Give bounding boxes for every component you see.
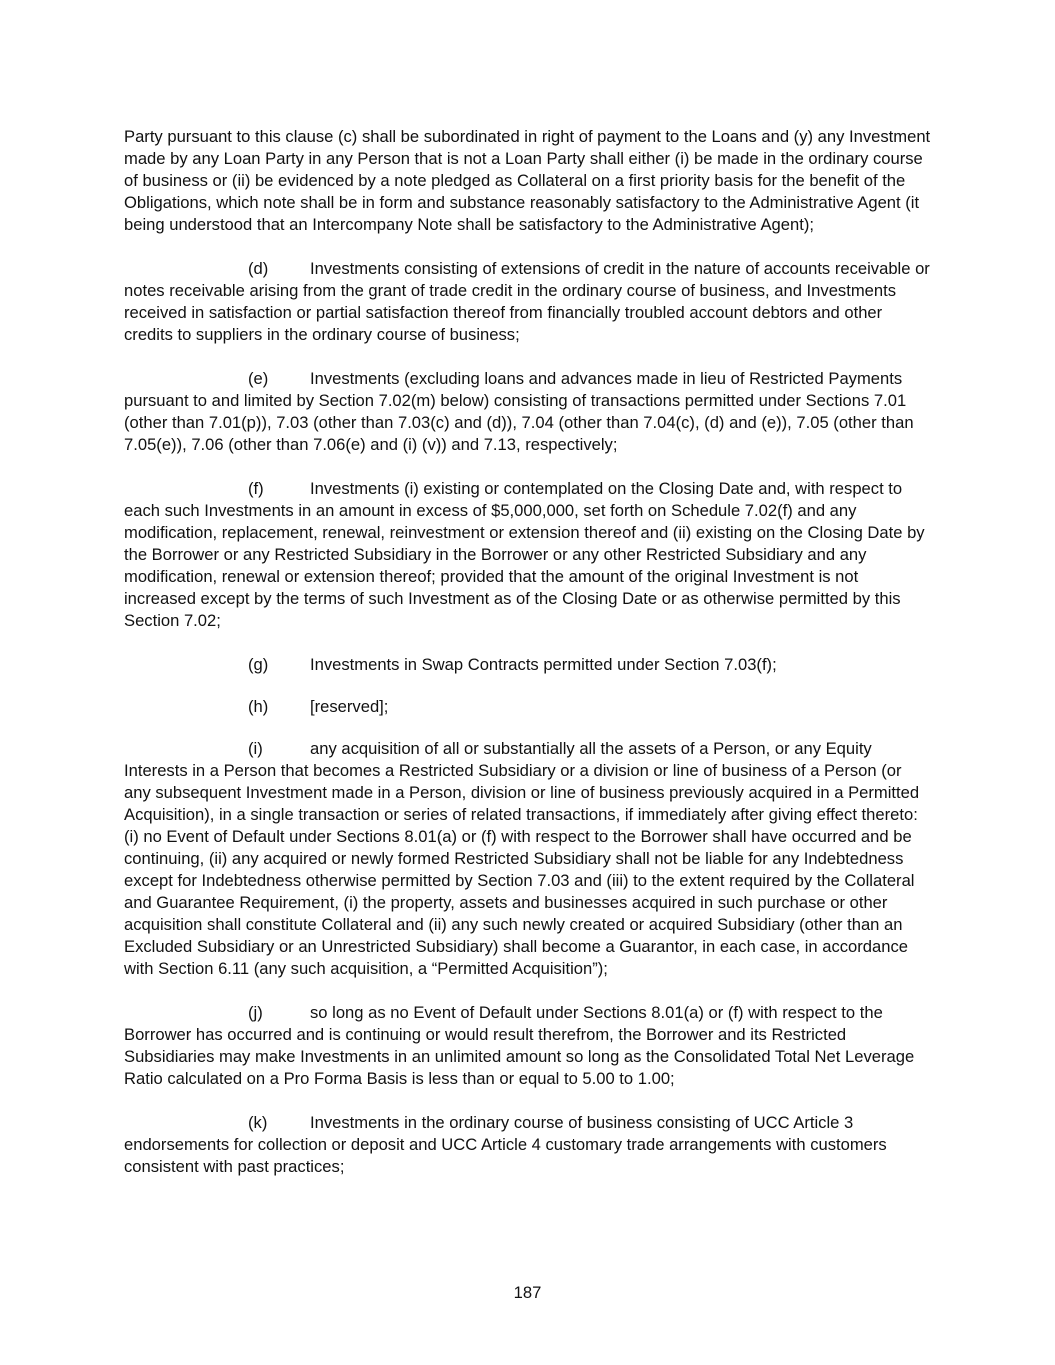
clause-label: (g): [248, 655, 269, 674]
clause-text: Investments consisting of extensions of credit in the nature of accounts receivable or notes receivable arising from the grant of trade credit in the ordinary course of business, and Investments received in satisfaction or partial satisfaction thereof from financially troubled account debtors and other credits to suppliers in the ordinary course of business;: [124, 259, 930, 344]
clause-k: [124, 1112, 932, 1178]
clause-e: [124, 368, 932, 456]
clause-d: [124, 258, 932, 346]
clause-text: Investments (excluding loans and advances made in lieu of Restricted Payments pursuant to and limited by Section 7.02(m) below) consisting of transactions permitted under Sections 7.01 (other than 7.01(p)), 7.03 (other than 7.03(c) and (d)), 7.04 (other than 7.04(c), (d) and (e)), 7.05 (other than 7.05(e)), 7.06 (other than 7.06(e) and (i) (v)) and 7.13, respectively;: [124, 369, 914, 454]
clause-text: Investments (i) existing or contemplated on the Closing Date and, with respect to each such Investments in an amount in excess of $5,000,000, set forth on Schedule 7.02(f) and any modification, replacement, renewal, reinvestment or extension thereof and (ii) existing on the Closing Date by the Borrower or any Restricted Subsidiary in the Borrower or any other Restricted Subsidiary and any modification, renewal or extension thereof; provided that the amount of the original Investment is not increased except by the terms of such Investment as of the Closing Date or as otherwise permitted by this Section 7.02;: [124, 479, 925, 630]
clause-label: (i): [248, 739, 263, 758]
clause-label: (f): [248, 479, 264, 498]
clause-label: (e): [248, 369, 269, 388]
clause-h: [124, 696, 932, 718]
clause-i: [124, 738, 932, 980]
clause-text: so long as no Event of Default under Sections 8.01(a) or (f) with respect to the Borrower has occurred and is continuing or would result therefrom, the Borrower and its Restricted Subsidiaries may make Investments in an unlimited amount so long as the Consolidated Total Net Leverage Ratio calculated on a Pro Forma Basis is less than or equal to 5.00 to 1.00;: [124, 1003, 915, 1088]
intro-paragraph: Party pursuant to this clause (c) shall be subordinated in right of payment to the Loans and (y) any Investment made by any Loan Party in any Person that is not a Loan Party shall either (i) be made in the ordinary course of business or (ii) be evidenced by a note pledged as Collateral on a first priority basis for the benefit of the Obligations, which note shall be in form and substance reasonably satisfactory to the Administrative Agent (it being understood that an Intercompany Note shall be satisfactory to the Administrative Agent);: [124, 127, 931, 234]
clause-text: Investments in Swap Contracts permitted under Section 7.03(f);: [310, 655, 777, 674]
clause-g: [124, 654, 932, 676]
clause-text: any acquisition of all or substantially all the assets of a Person, or any Equity Interests in a Person that becomes a Restricted Subsidiary or a division or line of business of a Person (or any subsequent Investment made in a Person, division or line of business previously acquired in a Permitted Acquisition), in a single transaction or series of related transactions, if immediately after giving effect thereto: (i) no Event of Default under Sections 8.01(a) or (f) with respect to the Borrower shall have occurred and be continuing, (ii) any acquired or newly formed Restricted Subsidiary shall not be liable for any Indebtedness except for Indebtedness otherwise permitted by Section 7.03 and (iii) to the extent required by the Collateral and Guarantee Requirement, (i) the property, assets and businesses acquired in such purchase or other acquisition shall constitute Collateral and (ii) any such newly created or acquired Subsidiary (other than an Excluded Subsidiary or an Unrestricted Subsidiary) shall become a Guarantor, in each case, in accordance with Section 6.11 (any such acquisition, a “Permitted Acquisition”);: [124, 739, 920, 978]
clause-f: [124, 478, 932, 632]
page-number: 187: [513, 1283, 542, 1302]
clause-j: [124, 1002, 932, 1090]
clause-label: (h): [248, 697, 269, 716]
clause-label: (d): [248, 259, 269, 278]
clause-text: [reserved];: [310, 697, 389, 716]
clause-text: Investments in the ordinary course of business consisting of UCC Article 3 endorsements for collection or deposit and UCC Article 4 customary trade arrangements with customers consistent with past practices;: [124, 1113, 887, 1176]
clause-label: (j): [248, 1003, 263, 1022]
document-body: [124, 126, 932, 1200]
clause-label: (k): [248, 1113, 268, 1132]
